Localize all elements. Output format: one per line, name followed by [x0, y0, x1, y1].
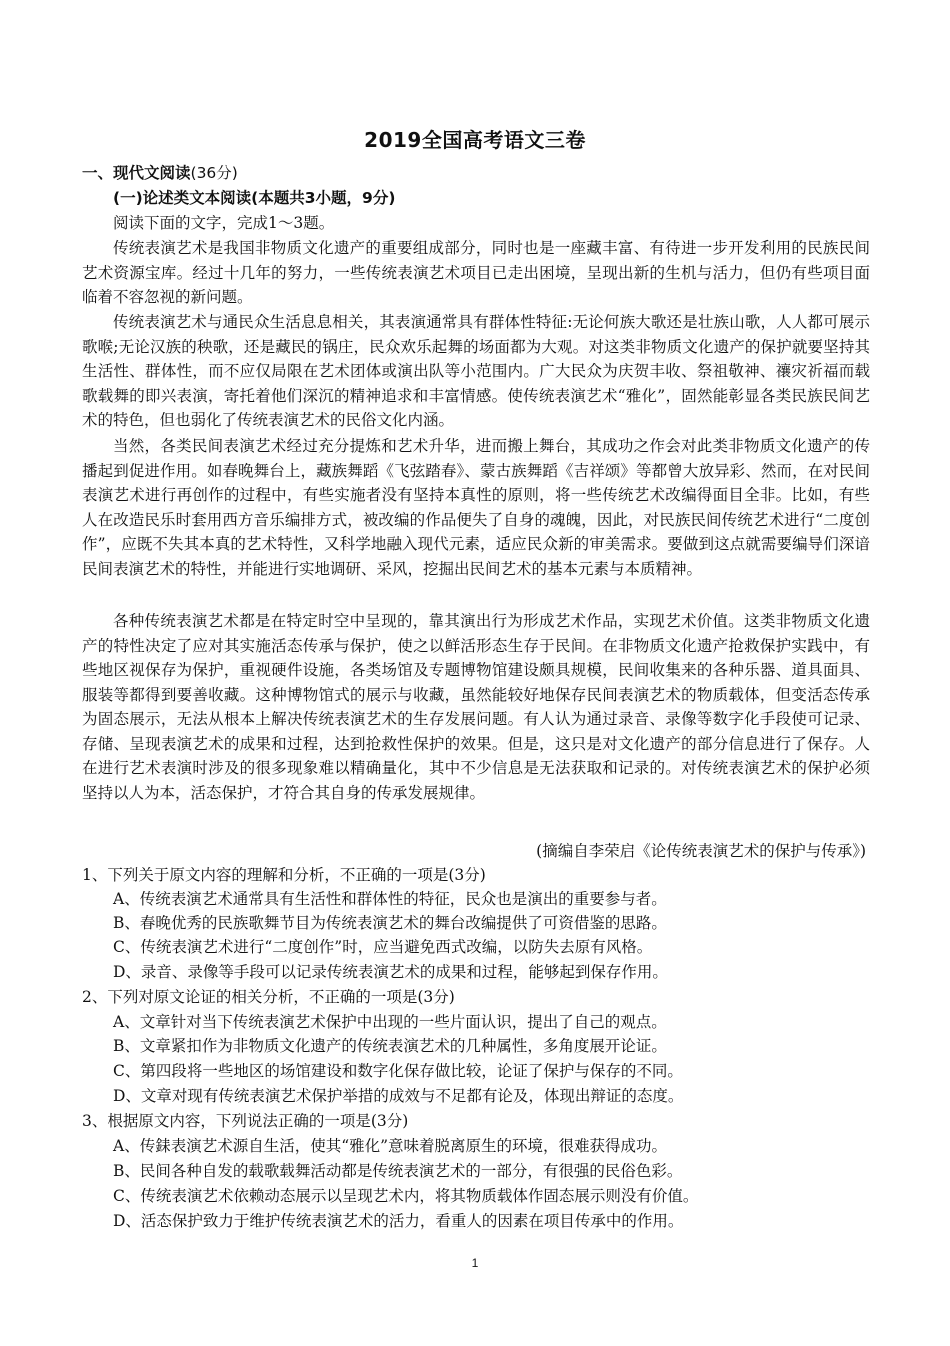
- question-1-option-a: A、传统表演艺术通常具有生活性和群体性的特征，民众也是演出的重要参与者。: [113, 890, 667, 908]
- reading-instruction: 阅读下面的文字，完成1～3题。: [113, 214, 335, 232]
- question-2-option-a: A、文章针对当下传统表演艺术保护中出现的一些片面认识，提出了自己的观点。: [113, 1013, 667, 1031]
- question-3-option-a: A、传銇表演艺术源自生活，使其“雅化”意味着脱离原生的环境，很难获得成功。: [113, 1137, 668, 1155]
- question-3-option-d: D、活态保护致力于维护传统表演艺术的活力，看重人的因素在项目传承中的作用。: [113, 1212, 684, 1230]
- subsection-heading: (一)论述类文本阅读(本题共3小题，9分): [113, 189, 396, 207]
- article-paragraph-2: 传统表演艺术与通民众生活息息相关，其表演通常具有群体性特征:无论何族大歌还是壮族山歌，人人都可展示歌喉;无论汉族的秧歌，还是藏民的锅庄，民众欢乐起舞的场面都为大观。对这类非物质文化遗产的保护就要坚持其生活性、群体性，而不应仅局限在艺术团体或演出队等小范围内。广大民众为庆贺丰收、祭祖敬神、禳灾祈福而载歌载舞的即兴表演，寄托着他们深沉的精神追求和丰富情感。使传统表演艺术“雅化”，固然能彰显各类民族民间艺术的特色，但也弱化了传统表演艺术的民俗文化内涵。: [82, 313, 870, 429]
- section-heading: [82, 162, 238, 184]
- question-3-option-b: B、民间各种自发的载歌载舞活动都是传统表演艺术的一部分，有很强的民俗色彩。: [113, 1162, 683, 1180]
- question-2-option-c: C、第四段将一些地区的场馆建设和数字化保存做比较，论证了保护与保存的不同。: [113, 1062, 683, 1080]
- question-2-option-d: D、文章对现有传统表演艺术保护举措的成效与不足都有论及，体现出辩证的态度。: [113, 1087, 684, 1105]
- question-2-option-b: B、文章紧扣作为非物质文化遗产的传统表演艺术的几种属性，多角度展开论证。: [113, 1037, 667, 1055]
- article-paragraph-3: 当然，各类民间表演艺术经过充分提炼和艺术升华，进而搬上舞台，其成功之作会对此类非物质文化遗产的传播起到促进作用。如春晚舞台上，藏族舞蹈《飞弦踏春》、蒙古族舞蹈《吉祥颂》等都曾大放异彩、然而，在对民间表演艺术进行再创作的过程中，有些实施者没有坚持本真性的原则，将一些传统艺术改编得面目全非。比如，有些人在改造民乐时套用西方音乐编排方式，被改编的作品便失了自身的魂魄，因此，对民族民间传统艺术进行“二度创作”，应既不失其本真的艺术特性，又科学地融入现代元素，适应民众新的审美需求。要做到这点就需要编导们深谙民间表演艺术的特性，并能进行实地调研、采风，挖掘出民间艺术的基本元素与本质精神。: [82, 437, 870, 578]
- question-1-stem: 1、下列关于原文内容的理解和分析，不正确的一项是(3分): [82, 866, 486, 884]
- question-1-option-b: B、春晚优秀的民族歌舞节目为传统表演艺术的舞台改编提供了可资借鉴的思路。: [113, 914, 667, 932]
- question-1-option-c: C、传统表演艺术进行“二度创作”时，应当避免西式改编，以防失去原有风格。: [113, 938, 653, 956]
- question-1-option-d: D、录音、录像等手段可以记录传统表演艺术的成果和过程，能够起到保存作用。: [113, 963, 668, 981]
- document-title: 2019全国高考语文三卷: [364, 128, 586, 152]
- question-2-stem: 2、下列对原文论证的相关分析，不正确的一项是(3分): [82, 988, 455, 1006]
- section-heading-score: (36分): [190, 164, 238, 182]
- article-paragraph-1: 传统表演艺术是我国非物质文化遗产的重要组成部分，同时也是一座藏丰富、有待进一步开发利用的民族民间艺术资源宝库。经过十几年的努力，一些传统表演艺术项目已走出困境，呈现出新的生机与活力，但仍有些项目面临着不容忽视的新问题。: [82, 239, 870, 306]
- question-3-option-c: C、传统表演艺术依赖动态展示以呈现艺术内，将其物质载体作固态展示则没有价值。: [113, 1187, 699, 1205]
- question-3-stem: 3、根据原文内容，下列说法正确的一项是(3分): [82, 1112, 409, 1130]
- article-paragraph-4: 各种传统表演艺术都是在特定时空中呈现的，靠其演出行为形成艺术作品，实现艺术价值。这类非物质文化遗产的特性决定了应对其实施活态传承与保护，使之以鲜活形态生存于民间。在非物质文化遗产抢救保护实践中，有些地区视保存为保护，重视硬件设施，各类场馆及专题博物馆建设颇具规模，民间收集来的各种乐器、道具面具、服装等都得到要善收藏。这种博物馆式的展示与收藏，虽然能较好地保存民间表演艺术的物质载体，但变活态传承为固态展示，无法从根本上解决传统表演艺术的生存发展问题。有人认为通过录音、录像等数字化手段使可记录、存储、呈现表演艺术的成果和过程，达到抢救性保护的效果。但是，这只是对文化遗产的部分信息进行了保存。人在进行艺术表演时涉及的很多现象难以精确量化，其中不少信息是无法获取和记录的。对传统表演艺术的保护必须坚持以人为本，活态保护，才符合其自身的传承发展规律。: [82, 612, 870, 802]
- article-source: (摘编自李荣启《论传统表演艺术的保护与传承》): [536, 842, 866, 860]
- section-heading-text: 一、现代文阅读: [82, 164, 191, 182]
- page-number: 1: [471, 1256, 479, 1270]
